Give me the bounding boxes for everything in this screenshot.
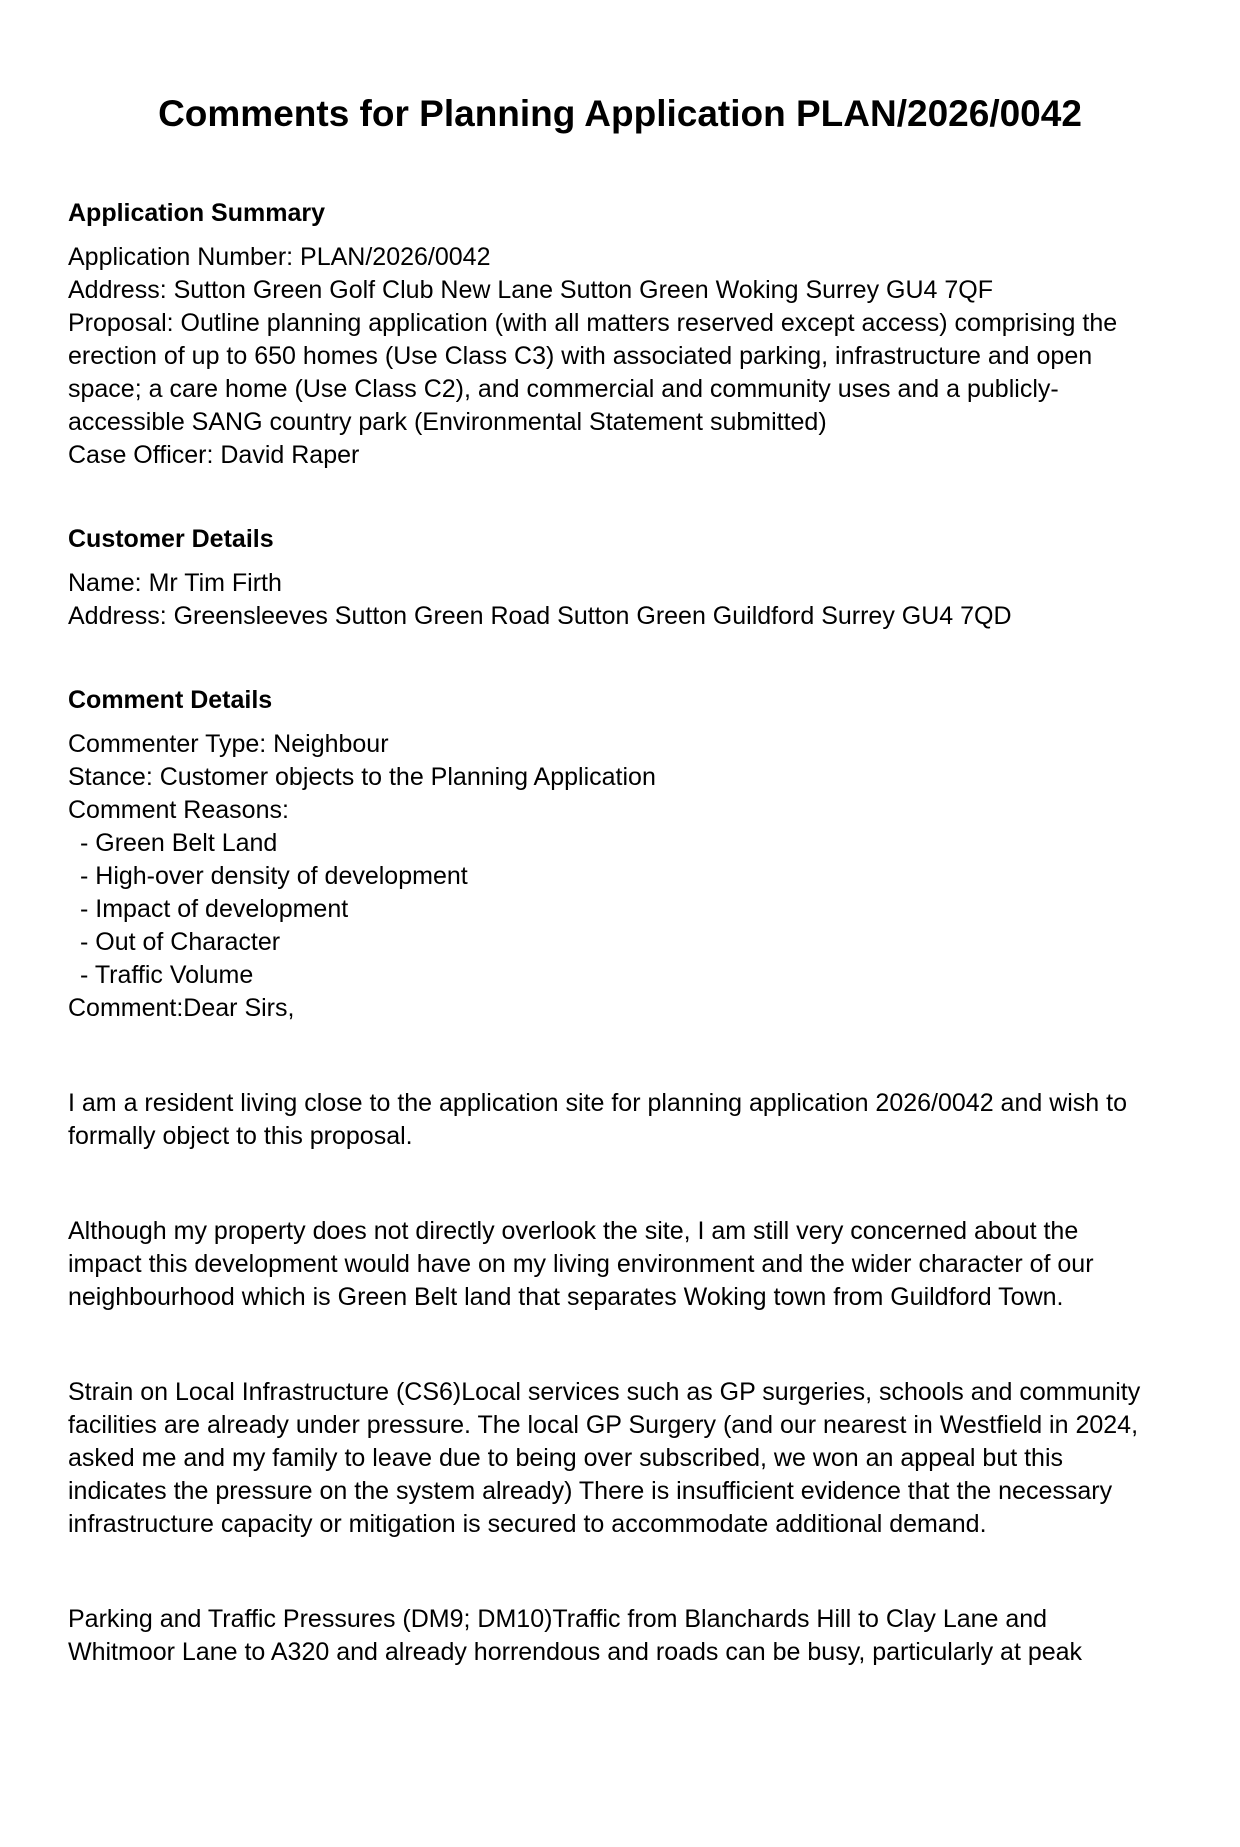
comment-paragraph: Strain on Local Infrastructure (CS6)Local services such as GP surgeries, schools and community facilities are already under pressure. The local GP Surgery (and our nearest in Westfield in 2024, asked me and my family to leave due to being over subscribed, we won an appeal but this indicates the pressure on the system already) There is insufficient evidence that the necessary infrastructure capacity or mitigation is secured to accommodate additional demand.	[68, 1378, 1141, 1538]
comment-reason-item: - Out of Character	[80, 928, 281, 956]
comment-details-heading: Comment Details	[68, 686, 273, 714]
customer-details-heading: Customer Details	[68, 525, 274, 553]
application-proposal: Proposal: Outline planning application (with all matters reserved except access) comprising the erection of up to 650 homes (Use Class C3) with associated parking, infrastructure and open space; a care home (Use Class C2), and commercial and community uses and a publicly-accessible SANG country park (Environmental Statement submitted)	[68, 309, 1118, 436]
comment-reason-item: - Traffic Volume	[80, 961, 254, 989]
application-address: Address: Sutton Green Golf Club New Lane Sutton Green Woking Surrey GU4 7QF	[68, 276, 993, 304]
customer-details-section	[68, 525, 1153, 633]
customer-name: Name: Mr Tim Firth	[68, 569, 282, 597]
case-officer: Case Officer: David Raper	[68, 441, 360, 469]
comment-reason-item: - Impact of development	[80, 895, 349, 923]
application-summary-heading: Application Summary	[68, 199, 325, 227]
application-summary-section	[68, 199, 1153, 472]
comment-intro: Comment:Dear Sirs,	[68, 994, 295, 1022]
document-title: Comments for Planning Application PLAN/2026/0042	[158, 93, 1082, 134]
application-number: Application Number: PLAN/2026/0042	[68, 243, 491, 271]
commenter-type: Commenter Type: Neighbour	[68, 730, 389, 758]
comment-reason-item: - High-over density of development	[80, 862, 468, 890]
commenter-stance: Stance: Customer objects to the Planning Application	[68, 763, 656, 791]
comment-reason-item: - Green Belt Land	[80, 829, 278, 857]
document-page	[0, 92, 1240, 1847]
document-body	[0, 199, 1240, 1669]
customer-address: Address: Greensleeves Sutton Green Road Sutton Green Guildford Surrey GU4 7QD	[68, 602, 1012, 630]
comment-paragraph: Although my property does not directly overlook the site, I am still very concerned about the impact this development would have on my living environment and the wider character of our neighbourhood which is Green Belt land that separates Woking town from Guildford Town.	[68, 1217, 1094, 1311]
comment-details-section	[68, 686, 1153, 1669]
comment-paragraph: I am a resident living close to the application site for planning application 2026/0042 and wish to formally object to this proposal.	[68, 1089, 1128, 1150]
comment-reasons-label: Comment Reasons:	[68, 796, 289, 824]
comment-paragraph: Parking and Traffic Pressures (DM9; DM10)Traffic from Blanchards Hill to Clay Lane and Whitmoor Lane to A320 and already horrendous and roads can be busy, particularly at peak	[68, 1605, 1083, 1666]
